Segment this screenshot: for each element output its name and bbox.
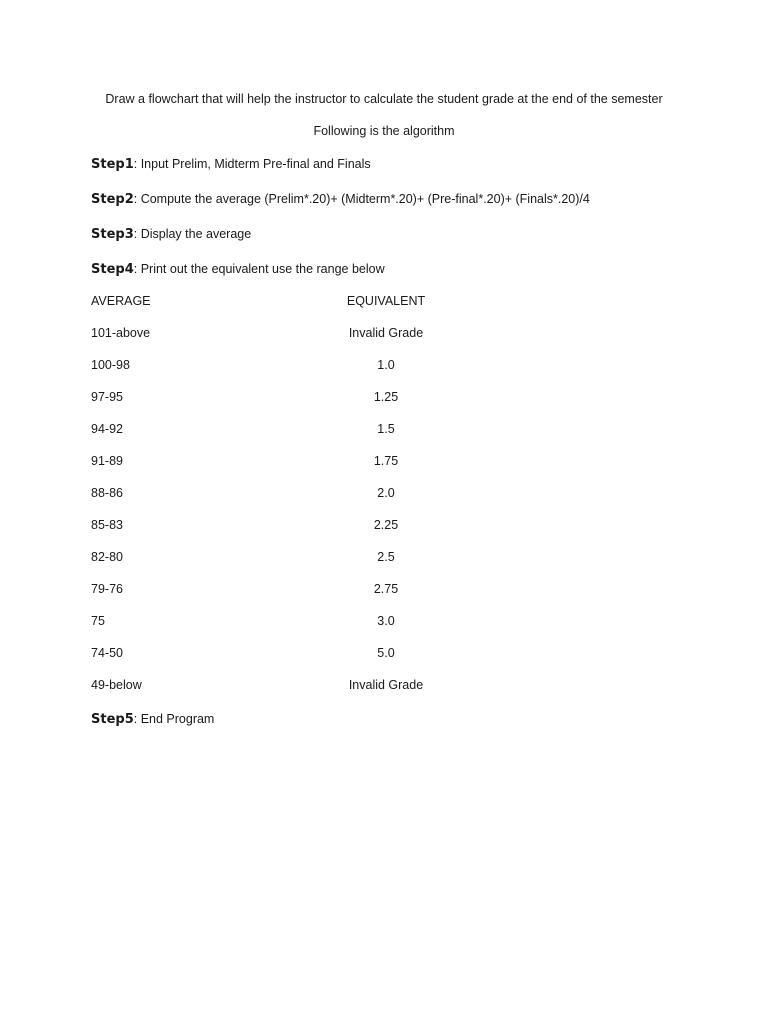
table-cell-average: 74-50 xyxy=(91,646,123,660)
step-3-label: Step3 xyxy=(91,227,134,242)
step-1 xyxy=(91,156,371,173)
table-cell-equivalent: 1.0 xyxy=(377,358,395,372)
table-cell-average: 97-95 xyxy=(91,390,123,404)
table-header-equivalent: EQUIVALENT xyxy=(346,294,426,308)
step-2-text: : Compute the average (Prelim*.20)+ (Midterm*.20)+ (Pre-final*.20)+ (Finals*.20)/4 xyxy=(133,192,590,206)
table-cell-equivalent: Invalid Grade xyxy=(348,678,424,692)
table-cell-average: 79-76 xyxy=(91,582,123,596)
instruction-text: Draw a flowchart that will help the instructor to calculate the student grade at the end of the semester xyxy=(105,92,663,106)
step-4 xyxy=(91,261,385,278)
table-cell-equivalent: 2.0 xyxy=(377,486,395,500)
step-4-label: Step4 xyxy=(91,262,134,277)
step-4-text: : Print out the equivalent use the range below xyxy=(133,262,385,276)
step-5 xyxy=(91,711,214,728)
algorithm-subtitle: Following is the algorithm xyxy=(313,124,455,138)
step-2 xyxy=(91,191,590,208)
table-cell-average: 94-92 xyxy=(91,422,123,436)
step-5-text: : End Program xyxy=(133,712,215,726)
step-1-text: : Input Prelim, Midterm Pre-final and Finals xyxy=(133,157,371,171)
table-cell-equivalent: 2.25 xyxy=(373,518,399,532)
table-cell-equivalent: 5.0 xyxy=(377,646,395,660)
table-header-average: AVERAGE xyxy=(91,294,151,308)
table-cell-average: 85-83 xyxy=(91,518,123,532)
table-cell-average: 75 xyxy=(91,614,105,628)
table-cell-equivalent: 3.0 xyxy=(377,614,395,628)
table-cell-equivalent: 1.75 xyxy=(373,454,399,468)
table-cell-average: 49-below xyxy=(91,678,142,692)
table-cell-equivalent: Invalid Grade xyxy=(348,326,424,340)
table-cell-average: 82-80 xyxy=(91,550,123,564)
table-cell-equivalent: 1.5 xyxy=(377,422,395,436)
step-1-label: Step1 xyxy=(91,157,134,172)
step-3 xyxy=(91,226,251,243)
table-cell-average: 100-98 xyxy=(91,358,130,372)
table-cell-equivalent: 1.25 xyxy=(373,390,399,404)
table-cell-average: 101-above xyxy=(91,326,151,340)
table-cell-average: 91-89 xyxy=(91,454,123,468)
table-cell-equivalent: 2.5 xyxy=(377,550,395,564)
step-5-label: Step5 xyxy=(91,712,134,727)
step-2-label: Step2 xyxy=(91,192,134,207)
table-cell-average: 88-86 xyxy=(91,486,123,500)
step-3-text: : Display the average xyxy=(133,227,252,241)
table-cell-equivalent: 2.75 xyxy=(373,582,399,596)
